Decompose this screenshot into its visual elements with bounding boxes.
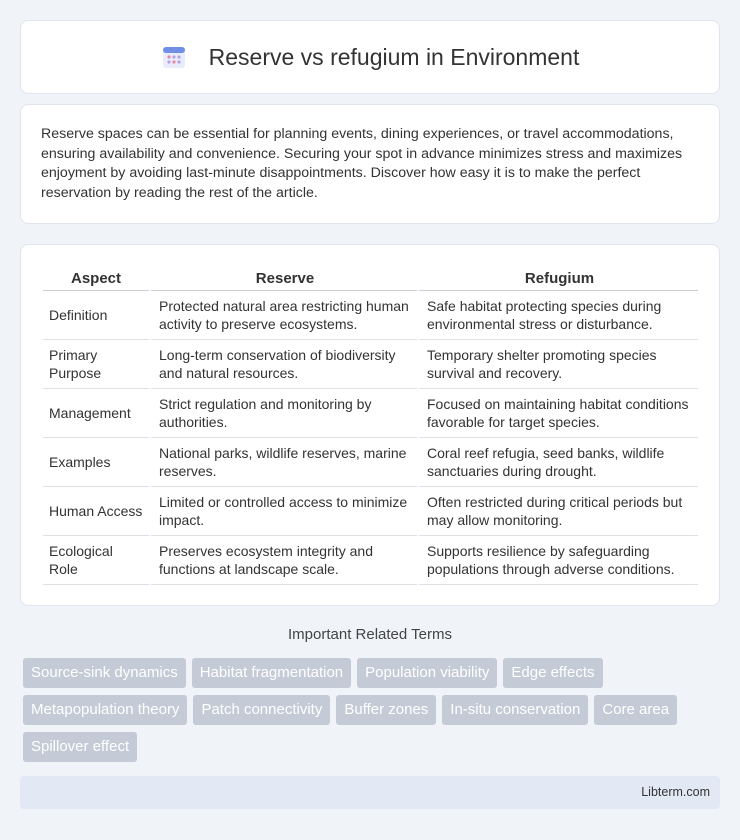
comparison-table: [43, 267, 698, 585]
header-refugium: Refugium: [417, 267, 698, 291]
aspect-cell: Definition: [43, 291, 149, 340]
aspect-cell: Ecological Role: [43, 536, 149, 585]
footer: [20, 776, 720, 809]
refugium-cell: Often restricted during critical periods but may allow monitoring.: [417, 487, 698, 536]
related-term-tag[interactable]: Population viability: [357, 658, 497, 688]
aspect-cell: Examples: [43, 438, 149, 487]
related-term-tag[interactable]: Core area: [594, 695, 677, 725]
page-title: Reserve vs refugium in Environment: [208, 43, 580, 70]
table-row: [43, 536, 698, 585]
reserve-cell: Limited or controlled access to minimize impact.: [149, 487, 417, 536]
related-terms-list: [23, 658, 723, 762]
related-term-tag[interactable]: Metapopulation theory: [23, 695, 187, 725]
intro-text: Reserve spaces can be essential for planning events, dining experiences, or travel accommodations, ensuring availability and convenience. Securing your spot in advance minimizes stress and maximizes enjoyment by avoiding last-minute disappointments. Discover how easy it is to make the perfect reservation by reading the rest of the article.: [41, 126, 683, 201]
refugium-cell: Temporary shelter promoting species survival and recovery.: [417, 340, 698, 389]
related-term-tag[interactable]: Buffer zones: [336, 695, 436, 725]
header-card: [20, 20, 720, 94]
refugium-cell: Safe habitat protecting species during environmental stress or disturbance.: [417, 291, 698, 340]
table-card: [20, 244, 720, 606]
table-row: [43, 487, 698, 536]
related-terms-title: Important Related Terms: [288, 626, 452, 643]
table-row: [43, 291, 698, 340]
aspect-cell: Primary Purpose: [43, 340, 149, 389]
table-row: [43, 438, 698, 487]
calendar-grid-icon: [161, 44, 187, 70]
reserve-cell: Long-term conservation of biodiversity and natural resources.: [149, 340, 417, 389]
table-row: [43, 340, 698, 389]
related-term-tag[interactable]: Edge effects: [503, 658, 602, 688]
reserve-cell: National parks, wildlife reserves, marine reserves.: [149, 438, 417, 487]
related-term-tag[interactable]: In-situ conservation: [442, 695, 588, 725]
table-row: [43, 389, 698, 438]
reserve-cell: Strict regulation and monitoring by authorities.: [149, 389, 417, 438]
refugium-cell: Focused on maintaining habitat conditions favorable for target species.: [417, 389, 698, 438]
header-aspect: Aspect: [43, 267, 149, 291]
table-header-row: [43, 267, 698, 291]
footer-site-link[interactable]: Libterm.com: [641, 785, 710, 799]
reserve-cell: Protected natural area restricting human activity to preserve ecosystems.: [149, 291, 417, 340]
refugium-cell: Coral reef refugia, seed banks, wildlife sanctuaries during drought.: [417, 438, 698, 487]
aspect-cell: Management: [43, 389, 149, 438]
header-reserve: Reserve: [149, 267, 417, 291]
aspect-cell: Human Access: [43, 487, 149, 536]
related-term-tag[interactable]: Source-sink dynamics: [23, 658, 186, 688]
related-term-tag[interactable]: Spillover effect: [23, 732, 137, 762]
refugium-cell: Supports resilience by safeguarding populations through adverse conditions.: [417, 536, 698, 585]
related-term-tag[interactable]: Habitat fragmentation: [192, 658, 351, 688]
header: [21, 21, 719, 93]
related-term-tag[interactable]: Patch connectivity: [193, 695, 330, 725]
intro-card: [20, 104, 720, 224]
reserve-cell: Preserves ecosystem integrity and functions at landscape scale.: [149, 536, 417, 585]
